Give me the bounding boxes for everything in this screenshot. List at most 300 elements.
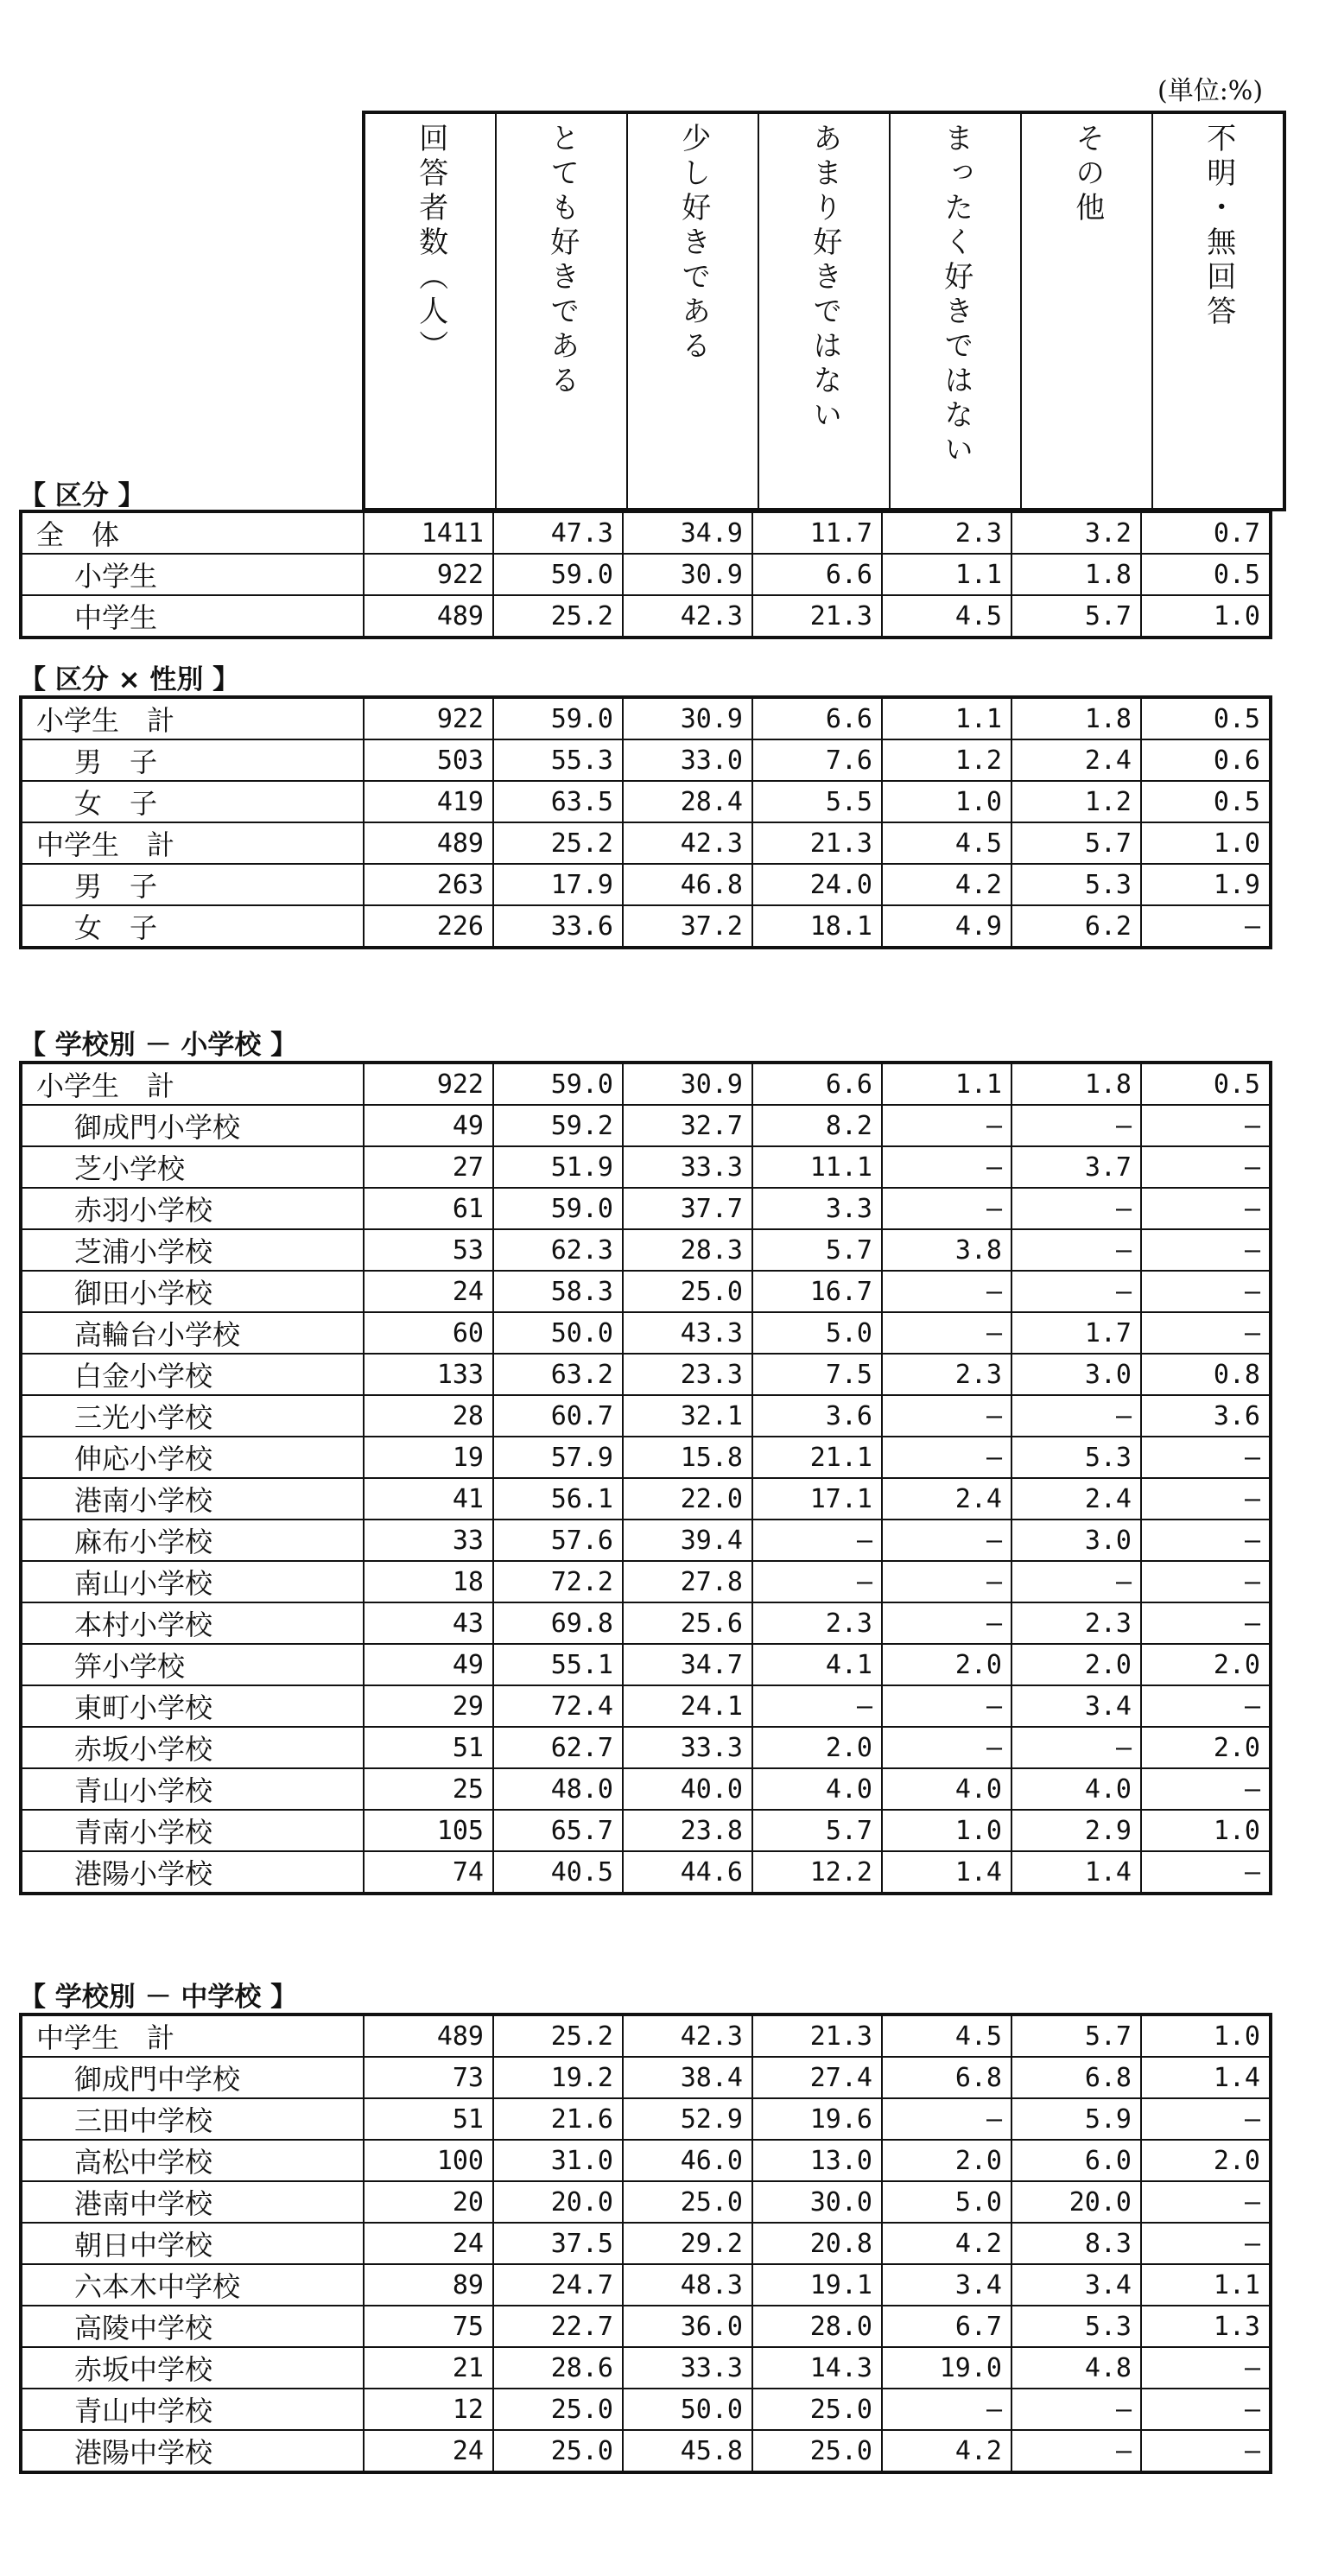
table-cell: 46.8 <box>623 864 752 905</box>
table-cell: 30.9 <box>623 697 752 739</box>
row-label: 東町小学校 <box>21 1685 364 1727</box>
table-cell: 3.6 <box>752 1395 882 1437</box>
table-cell: 6.6 <box>752 697 882 739</box>
table-row <box>21 2430 1271 2472</box>
column-header-label: その他 <box>1069 123 1105 226</box>
table-cell: 2.0 <box>882 2140 1011 2181</box>
column-header-cell <box>1021 112 1152 510</box>
column-header-label: 不明・無回答 <box>1201 123 1236 330</box>
table-cell: 3.2 <box>1011 511 1141 554</box>
table-cell: 21.3 <box>752 2014 882 2057</box>
table-cell: 922 <box>364 697 493 739</box>
table-cell: 100 <box>364 2140 493 2181</box>
table-cell: – <box>1141 1229 1271 1271</box>
table-cell: 0.5 <box>1141 697 1271 739</box>
row-label: 港南中学校 <box>21 2181 364 2223</box>
table-cell: 25.6 <box>623 1602 752 1644</box>
table-cell: 1.0 <box>1141 2014 1271 2057</box>
table-cell: 13.0 <box>752 2140 882 2181</box>
table-cell: 4.5 <box>882 822 1011 864</box>
table-cell: – <box>1141 1105 1271 1146</box>
table-cell: 42.3 <box>623 822 752 864</box>
row-label: 男 子 <box>21 739 364 781</box>
table-cell: 47.3 <box>493 511 623 554</box>
table-row <box>21 1685 1271 1727</box>
table-cell: 33.3 <box>623 2347 752 2389</box>
table-cell: 4.2 <box>882 864 1011 905</box>
table-cell: 33.0 <box>623 739 752 781</box>
table-cell: 44.6 <box>623 1851 752 1894</box>
table-cell: 15.8 <box>623 1437 752 1478</box>
table-cell: 21.1 <box>752 1437 882 1478</box>
row-label: 白金小学校 <box>21 1354 364 1395</box>
table-cell: 1.4 <box>882 1851 1011 1894</box>
table-row <box>21 2181 1271 2223</box>
table-cell: – <box>882 1146 1011 1188</box>
column-header-label: まったく好きではない <box>938 123 973 468</box>
table-cell: 2.0 <box>1011 1644 1141 1685</box>
table-row <box>21 554 1271 595</box>
section-title: 【 区分 × 性別 】 <box>19 664 240 695</box>
table-cell: 55.3 <box>493 739 623 781</box>
table-cell: 2.9 <box>1011 1810 1141 1851</box>
table-cell: 5.0 <box>752 1312 882 1354</box>
table-cell: 4.8 <box>1011 2347 1141 2389</box>
table-cell: 489 <box>364 822 493 864</box>
unit-label: (単位:%) <box>1157 76 1264 106</box>
table-row <box>21 1271 1271 1312</box>
table-cell: 23.8 <box>623 1810 752 1851</box>
table-cell: – <box>882 2389 1011 2430</box>
table-cell: 21.3 <box>752 595 882 638</box>
table-cell: – <box>1011 1727 1141 1768</box>
table-cell: 1.2 <box>882 739 1011 781</box>
table-row <box>21 1354 1271 1395</box>
table-cell: 40.0 <box>623 1768 752 1810</box>
table-cell: 61 <box>364 1188 493 1229</box>
table-cell: 1.2 <box>1011 781 1141 822</box>
row-label: 中学生 計 <box>21 2014 364 2057</box>
table-cell: 2.0 <box>752 1727 882 1768</box>
table-cell: 4.0 <box>752 1768 882 1810</box>
table-cell: 263 <box>364 864 493 905</box>
table-cell: – <box>1141 2223 1271 2264</box>
table-cell: – <box>1141 2347 1271 2389</box>
table-cell: 1.0 <box>882 781 1011 822</box>
table-cell: 17.9 <box>493 864 623 905</box>
table-cell: 38.4 <box>623 2057 752 2098</box>
table-cell: 62.3 <box>493 1229 623 1271</box>
row-label: 小学生 <box>21 554 364 595</box>
table-cell: 27.8 <box>623 1561 752 1602</box>
table-cell: 2.3 <box>752 1602 882 1644</box>
table-cell: 55.1 <box>493 1644 623 1685</box>
table-cell: 1.3 <box>1141 2306 1271 2347</box>
table-cell: 0.5 <box>1141 1063 1271 1105</box>
table-cell: 11.1 <box>752 1146 882 1188</box>
column-header-label: 少し好きである <box>675 123 711 365</box>
table-cell: 1.0 <box>1141 595 1271 638</box>
table-cell: 60 <box>364 1312 493 1354</box>
table-cell: – <box>752 1685 882 1727</box>
row-label: 笄小学校 <box>21 1644 364 1685</box>
table-cell: – <box>1141 1271 1271 1312</box>
table-cell: 2.0 <box>1141 2140 1271 2181</box>
table-cell: 16.7 <box>752 1271 882 1312</box>
table-cell: 30.9 <box>623 1063 752 1105</box>
table-cell: 33 <box>364 1520 493 1561</box>
row-label: 青南小学校 <box>21 1810 364 1851</box>
table-cell: 51.9 <box>493 1146 623 1188</box>
table-cell: 5.7 <box>752 1229 882 1271</box>
table-cell: 8.3 <box>1011 2223 1141 2264</box>
row-label: 小学生 計 <box>21 697 364 739</box>
table-cell: 25.2 <box>493 595 623 638</box>
table-cell: 1.7 <box>1011 1312 1141 1354</box>
table-cell: 53 <box>364 1229 493 1271</box>
table-cell: – <box>1011 1561 1141 1602</box>
table-cell: 59.0 <box>493 1063 623 1105</box>
table-cell: 32.7 <box>623 1105 752 1146</box>
row-label: 御成門小学校 <box>21 1105 364 1146</box>
table-cell: 1.1 <box>882 554 1011 595</box>
table-row <box>21 781 1271 822</box>
table-cell: 5.9 <box>1011 2098 1141 2140</box>
table-row <box>21 1063 1271 1105</box>
row-label: 女 子 <box>21 781 364 822</box>
table-cell: 59.0 <box>493 1188 623 1229</box>
table-cell: 59.0 <box>493 554 623 595</box>
table-cell: – <box>1141 1851 1271 1894</box>
table-cell: 2.0 <box>1141 1644 1271 1685</box>
table-cell: 226 <box>364 905 493 948</box>
table-cell: 22.7 <box>493 2306 623 2347</box>
table-cell: 3.6 <box>1141 1395 1271 1437</box>
table-cell: 43 <box>364 1602 493 1644</box>
data-table <box>19 2013 1272 2474</box>
table-cell: 1.9 <box>1141 864 1271 905</box>
table-cell: – <box>882 1685 1011 1727</box>
table-cell: 5.3 <box>1011 2306 1141 2347</box>
table-cell: – <box>1141 1188 1271 1229</box>
table-cell: – <box>1011 1229 1141 1271</box>
table-cell: 1.0 <box>1141 1810 1271 1851</box>
row-label: 高松中学校 <box>21 2140 364 2181</box>
table-cell: 7.5 <box>752 1354 882 1395</box>
table-row <box>21 2057 1271 2098</box>
table-cell: 18.1 <box>752 905 882 948</box>
table-cell: – <box>1141 1312 1271 1354</box>
table-row <box>21 1602 1271 1644</box>
table-cell: – <box>882 1271 1011 1312</box>
table-row <box>21 1520 1271 1561</box>
section-title: 【 区分 】 <box>19 480 145 511</box>
table-cell: 1.4 <box>1011 1851 1141 1894</box>
table-cell: 24 <box>364 1271 493 1312</box>
table-cell: 48.3 <box>623 2264 752 2306</box>
table-cell: 2.0 <box>882 1644 1011 1685</box>
table-cell: – <box>1011 1395 1141 1437</box>
table-cell: 1.0 <box>882 1810 1011 1851</box>
table-row <box>21 1561 1271 1602</box>
table-row <box>21 822 1271 864</box>
row-label: 御成門中学校 <box>21 2057 364 2098</box>
row-label: 女 子 <box>21 905 364 948</box>
table-cell: 3.8 <box>882 1229 1011 1271</box>
row-label: 御田小学校 <box>21 1271 364 1312</box>
table-cell: 3.4 <box>1011 1685 1141 1727</box>
table-cell: 20 <box>364 2181 493 2223</box>
table-cell: 0.6 <box>1141 739 1271 781</box>
table-cell: 3.3 <box>752 1188 882 1229</box>
table-cell: 74 <box>364 1851 493 1894</box>
table-cell: – <box>882 1395 1011 1437</box>
table-cell: – <box>1141 1602 1271 1644</box>
row-label: 中学生 計 <box>21 822 364 864</box>
table-cell: – <box>882 1188 1011 1229</box>
table-cell: 57.6 <box>493 1520 623 1561</box>
table-cell: 48.0 <box>493 1768 623 1810</box>
table-cell: 30.9 <box>623 554 752 595</box>
table-cell: 34.9 <box>623 511 752 554</box>
table-cell: 36.0 <box>623 2306 752 2347</box>
table-cell: 3.0 <box>1011 1354 1141 1395</box>
table-cell: 25.2 <box>493 2014 623 2057</box>
row-label: 中学生 <box>21 595 364 638</box>
table-cell: 33.6 <box>493 905 623 948</box>
table-cell: – <box>1141 1478 1271 1520</box>
row-label: 港南小学校 <box>21 1478 364 1520</box>
table-cell: 25.2 <box>493 822 623 864</box>
table-cell: 41 <box>364 1478 493 1520</box>
table-cell: 73 <box>364 2057 493 2098</box>
table-cell: 52.9 <box>623 2098 752 2140</box>
table-row <box>21 2223 1271 2264</box>
table-cell: 72.2 <box>493 1561 623 1602</box>
table-cell: 1.8 <box>1011 554 1141 595</box>
table-row <box>21 697 1271 739</box>
table-row <box>21 1478 1271 1520</box>
table-cell: 21 <box>364 2347 493 2389</box>
table-row <box>21 1768 1271 1810</box>
table-cell: 60.7 <box>493 1395 623 1437</box>
table-cell: 31.0 <box>493 2140 623 2181</box>
table-cell: 42.3 <box>623 595 752 638</box>
table-cell: 3.4 <box>1011 2264 1141 2306</box>
table-cell: 28.0 <box>752 2306 882 2347</box>
table-cell: 19 <box>364 1437 493 1478</box>
table-cell: 23.3 <box>623 1354 752 1395</box>
table-row <box>21 739 1271 781</box>
table-row <box>21 1395 1271 1437</box>
table-cell: 4.0 <box>882 1768 1011 1810</box>
table-cell: 6.8 <box>1011 2057 1141 2098</box>
table-cell: – <box>1011 2389 1141 2430</box>
table-row <box>21 511 1271 554</box>
table-cell: 489 <box>364 2014 493 2057</box>
table-cell: – <box>1011 1105 1141 1146</box>
table-cell: 0.5 <box>1141 554 1271 595</box>
table-cell: 2.0 <box>1141 1727 1271 1768</box>
table-cell: 25.0 <box>623 1271 752 1312</box>
table-cell: 11.7 <box>752 511 882 554</box>
table-cell: 2.4 <box>882 1478 1011 1520</box>
table-cell: 133 <box>364 1354 493 1395</box>
table-cell: 1.1 <box>1141 2264 1271 2306</box>
table-cell: 25 <box>364 1768 493 1810</box>
table-cell: 20.0 <box>1011 2181 1141 2223</box>
table-row <box>21 1105 1271 1146</box>
column-header-cell <box>758 112 890 510</box>
table-cell: 45.8 <box>623 2430 752 2472</box>
table-cell: 2.3 <box>882 1354 1011 1395</box>
row-label: 芝小学校 <box>21 1146 364 1188</box>
table-cell: 62.7 <box>493 1727 623 1768</box>
table-cell: 5.7 <box>1011 2014 1141 2057</box>
table-cell: 33.3 <box>623 1727 752 1768</box>
table-cell: – <box>1011 2430 1141 2472</box>
table-cell: 21.6 <box>493 2098 623 2140</box>
table-cell: 43.3 <box>623 1312 752 1354</box>
table-cell: 32.1 <box>623 1395 752 1437</box>
table-row <box>21 1312 1271 1354</box>
table-cell: 19.0 <box>882 2347 1011 2389</box>
table-cell: 2.3 <box>882 511 1011 554</box>
table-cell: 42.3 <box>623 2014 752 2057</box>
table-cell: 59.2 <box>493 1105 623 1146</box>
table-cell: 5.7 <box>752 1810 882 1851</box>
table-cell: 5.7 <box>1011 822 1141 864</box>
table-cell: 27 <box>364 1146 493 1188</box>
table-cell: 24 <box>364 2223 493 2264</box>
table-cell: 6.2 <box>1011 905 1141 948</box>
row-label: 朝日中学校 <box>21 2223 364 2264</box>
table-row <box>21 1851 1271 1894</box>
row-label: 高陵中学校 <box>21 2306 364 2347</box>
table-cell: 28.4 <box>623 781 752 822</box>
section-title: 【 学校別 － 小学校 】 <box>19 1030 298 1061</box>
table-cell: – <box>1141 2430 1271 2472</box>
table-cell: 50.0 <box>493 1312 623 1354</box>
table-cell: 63.5 <box>493 781 623 822</box>
table-cell: – <box>882 1561 1011 1602</box>
table-cell: 0.8 <box>1141 1354 1271 1395</box>
row-label: 芝浦小学校 <box>21 1229 364 1271</box>
table-cell: – <box>882 1727 1011 1768</box>
table-row <box>21 1229 1271 1271</box>
table-cell: 922 <box>364 1063 493 1105</box>
column-header-label: 回答者数（人） <box>413 123 448 365</box>
table-cell: 51 <box>364 2098 493 2140</box>
table-cell: 2.3 <box>1011 1602 1141 1644</box>
table-cell: 29 <box>364 1685 493 1727</box>
table-cell: 1.1 <box>882 1063 1011 1105</box>
column-header-label: とても好きである <box>544 123 580 399</box>
table-cell: 20.0 <box>493 2181 623 2223</box>
table-row <box>21 2264 1271 2306</box>
row-label: 港陽中学校 <box>21 2430 364 2472</box>
table-cell: 59.0 <box>493 697 623 739</box>
table-cell: – <box>1141 2389 1271 2430</box>
table-row <box>21 2098 1271 2140</box>
data-table <box>19 1061 1272 1895</box>
column-header-cell <box>1152 112 1284 510</box>
table-cell: 46.0 <box>623 2140 752 2181</box>
row-label: 六本木中学校 <box>21 2264 364 2306</box>
table-cell: 21.3 <box>752 822 882 864</box>
table-cell: 3.0 <box>1011 1520 1141 1561</box>
table-cell: – <box>882 1520 1011 1561</box>
table-cell: 5.3 <box>1011 1437 1141 1478</box>
row-label: 赤坂中学校 <box>21 2347 364 2389</box>
table-cell: 24.7 <box>493 2264 623 2306</box>
table-cell: 3.7 <box>1011 1146 1141 1188</box>
table-cell: 29.2 <box>623 2223 752 2264</box>
row-label: 麻布小学校 <box>21 1520 364 1561</box>
table-cell: 18 <box>364 1561 493 1602</box>
table-row <box>21 2306 1271 2347</box>
table-cell: 75 <box>364 2306 493 2347</box>
table-cell: 24.1 <box>623 1685 752 1727</box>
table-cell: 37.2 <box>623 905 752 948</box>
table-cell: 0.5 <box>1141 781 1271 822</box>
table-cell: – <box>1141 2098 1271 2140</box>
table-cell: 6.8 <box>882 2057 1011 2098</box>
row-label: 本村小学校 <box>21 1602 364 1644</box>
table-cell: 2.4 <box>1011 739 1141 781</box>
column-header-cell <box>364 112 496 510</box>
row-label: 男 子 <box>21 864 364 905</box>
table-cell: 28.3 <box>623 1229 752 1271</box>
row-label: 伸応小学校 <box>21 1437 364 1478</box>
table-cell: 25.0 <box>752 2389 882 2430</box>
table-cell: – <box>1141 905 1271 948</box>
table-cell: – <box>1141 1146 1271 1188</box>
table-cell: 51 <box>364 1727 493 1768</box>
table-cell: 6.0 <box>1011 2140 1141 2181</box>
table-cell: 50.0 <box>623 2389 752 2430</box>
table-cell: 1.8 <box>1011 1063 1141 1105</box>
table-cell: 5.5 <box>752 781 882 822</box>
table-cell: 5.7 <box>1011 595 1141 638</box>
table-row <box>21 595 1271 638</box>
column-header-cell <box>627 112 758 510</box>
table-cell: 922 <box>364 554 493 595</box>
table-cell: 28 <box>364 1395 493 1437</box>
table-cell: 4.2 <box>882 2223 1011 2264</box>
table-cell: 1.4 <box>1141 2057 1271 2098</box>
table-cell: 17.1 <box>752 1478 882 1520</box>
table-cell: 24 <box>364 2430 493 2472</box>
table-cell: 419 <box>364 781 493 822</box>
table-row <box>21 1644 1271 1685</box>
table-cell: 40.5 <box>493 1851 623 1894</box>
table-row <box>21 2389 1271 2430</box>
table-row <box>21 1810 1271 1851</box>
table-cell: 4.0 <box>1011 1768 1141 1810</box>
table-cell: 72.4 <box>493 1685 623 1727</box>
row-label: 三光小学校 <box>21 1395 364 1437</box>
table-cell: – <box>1141 1437 1271 1478</box>
column-header-label: あまり好きではない <box>807 123 842 434</box>
table-cell: – <box>1141 2181 1271 2223</box>
row-label: 赤羽小学校 <box>21 1188 364 1229</box>
column-header-cell <box>496 112 627 510</box>
table-cell: 6.6 <box>752 1063 882 1105</box>
table-row <box>21 1188 1271 1229</box>
table-cell: 25.0 <box>493 2389 623 2430</box>
row-label: 三田中学校 <box>21 2098 364 2140</box>
